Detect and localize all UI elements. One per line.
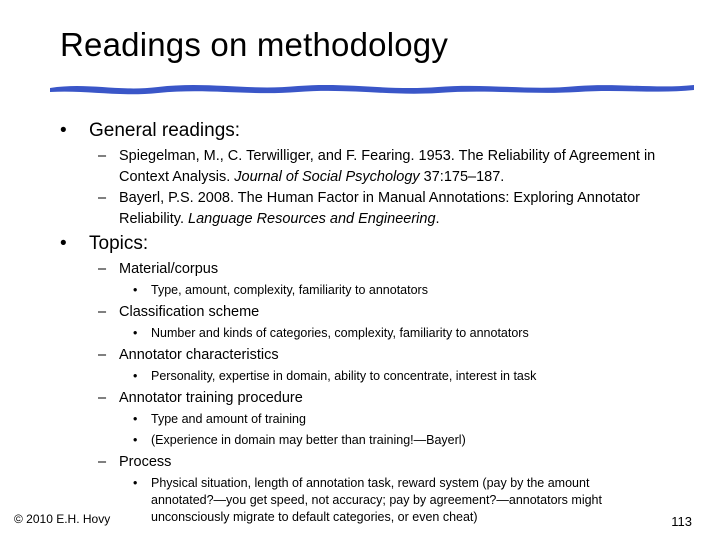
topic-classification-scheme — [98, 302, 678, 323]
reference-bayerl — [98, 188, 678, 230]
dash-marker: – — [98, 190, 107, 206]
topic-detail-text: Number and kinds of categories, complexity, familiarity to annotators — [151, 326, 529, 340]
topic-detail-text: Type and amount of training — [151, 412, 306, 426]
topic-process — [98, 452, 678, 473]
dash-marker: – — [98, 148, 107, 164]
sub-bullet-marker: • — [133, 369, 138, 383]
sub-bullet-marker: • — [133, 476, 138, 490]
journal-title: Journal of Social Psychology — [234, 169, 420, 185]
topic-label: Process — [119, 454, 172, 470]
topic-detail — [133, 475, 653, 526]
topic-detail — [133, 325, 673, 342]
bullet-marker: • — [60, 233, 67, 254]
reference-text — [119, 188, 678, 230]
dash-marker: – — [98, 304, 107, 320]
topic-annotator-characteristics — [98, 345, 678, 366]
dash-marker: – — [98, 454, 107, 470]
page-number: 113 — [671, 514, 692, 529]
topic-detail-text: Physical situation, length of annotation task, reward system (pay by the amount annotated?—you get speed, not accuracy; pay by agreement?—annotators might unconsciously migrate to default categories, or even cheat) — [151, 476, 602, 524]
topic-detail-text: (Experience in domain may better than training!—Bayerl) — [151, 433, 466, 447]
topic-detail-text: Type, amount, complexity, familiarity to annotators — [151, 283, 428, 297]
title-underline-brush — [48, 76, 696, 98]
reference-plain: Bayerl, P.S. 2008. The Human Factor in Manual Annotations: Exploring Annotator Reliability. — [119, 190, 640, 227]
reference-spiegelman — [98, 146, 678, 188]
topic-detail — [133, 368, 673, 385]
topic-label: Annotator characteristics — [119, 347, 279, 363]
footer-copyright: © 2010 E.H. Hovy — [14, 512, 111, 526]
bullet-label: General readings: — [89, 120, 241, 141]
bullet-marker: • — [60, 120, 67, 141]
topic-label: Annotator training procedure — [119, 390, 303, 406]
bullet-label: Topics: — [89, 233, 149, 254]
topic-detail — [133, 411, 673, 428]
topic-detail-text: Personality, expertise in domain, ability to concentrate, interest in task — [151, 369, 537, 383]
topic-label: Classification scheme — [119, 304, 260, 320]
reference-text — [119, 146, 678, 188]
sub-bullet-marker: • — [133, 326, 138, 340]
topic-detail — [133, 432, 673, 449]
topic-label: Material/corpus — [119, 261, 219, 277]
topic-annotator-training — [98, 388, 678, 409]
dash-marker: – — [98, 261, 107, 277]
reference-plain-end: 37:175–187. — [419, 169, 505, 185]
sub-bullet-marker: • — [133, 433, 138, 447]
topic-detail — [133, 282, 673, 299]
dash-marker: – — [98, 390, 107, 406]
dash-marker: – — [98, 347, 107, 363]
topic-material-corpus — [98, 259, 678, 280]
sub-bullet-marker: • — [133, 283, 138, 297]
slide-title: Readings on methodology — [60, 26, 449, 63]
journal-title: Language Resources and Engineering — [188, 211, 436, 227]
reference-plain-end: . — [435, 211, 440, 227]
reference-plain: Spiegelman, M., C. Terwilliger, and F. Fearing. 1953. The Reliability of Agreement in Context Analysis. — [119, 148, 656, 185]
sub-bullet-marker: • — [133, 412, 138, 426]
